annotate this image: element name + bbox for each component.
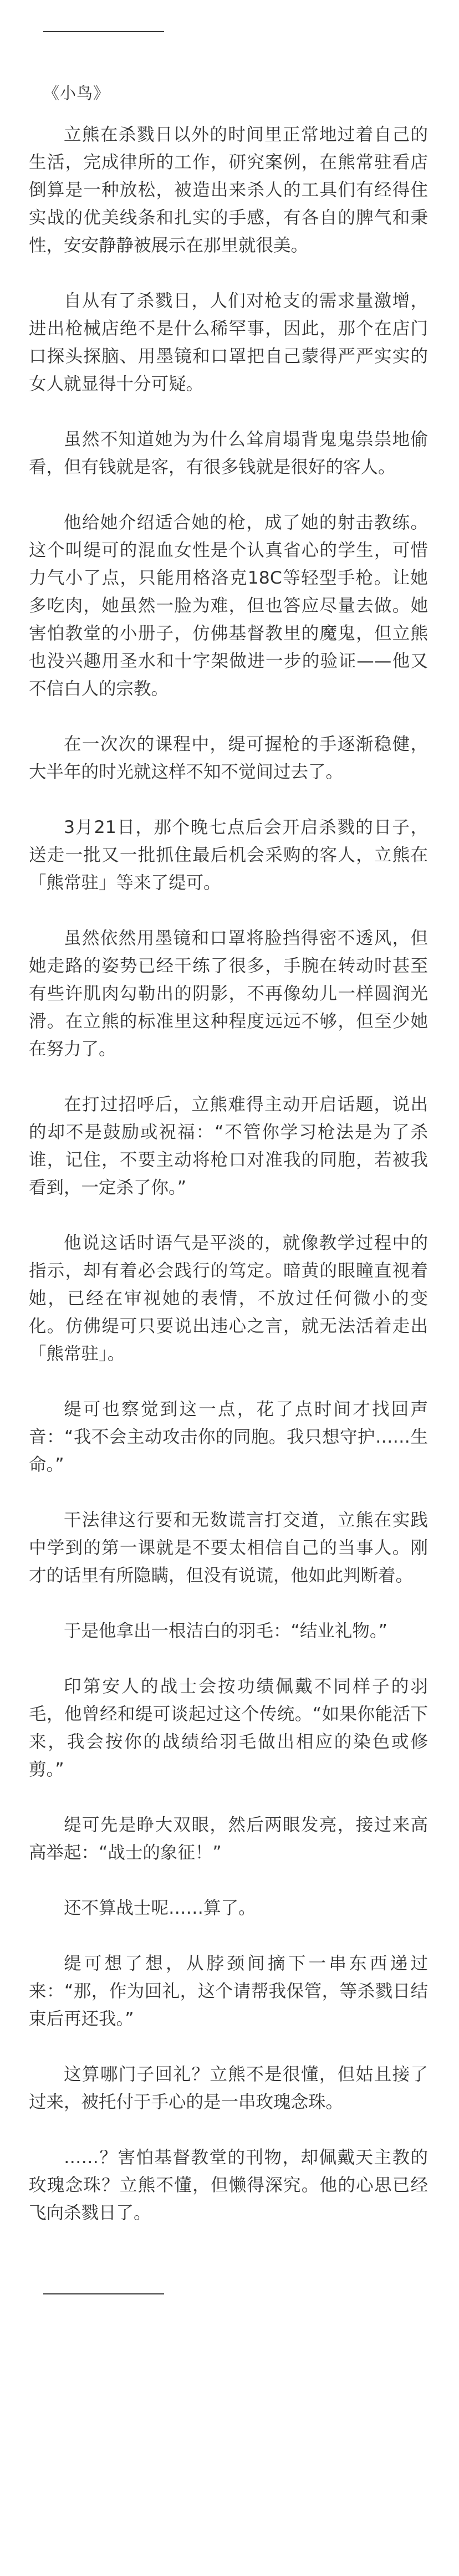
paragraph-9: 他说这话时语气是平淡的，就像教学过程中的指示，却有着必会践行的笃定。暗黄的眼瞳直视着她，已经在审视她的表情，不放过任何微小的变化。仿佛缇可只要说出违心之言，就无法活着走出「熊常驻」。 [29, 1233, 428, 1364]
paragraph-15: 还不算战士呢……算了。 [64, 1898, 256, 1918]
paragraph-7: 虽然依然用墨镜和口罩将脸挡得密不透风，但她走路的姿势已经干练了很多，手腕在转动时甚至有些许肌肉勾勒出的阴影，不再像幼儿一样圆润光滑。在立熊的标准里这种程度远远不够，但至少她在努力了。 [29, 928, 428, 1059]
top-divider [43, 31, 164, 32]
paragraph-14: 缇可先是睁大双眼，然后两眼发亮，接过来高高举起：“战士的象征！” [29, 1815, 428, 1863]
paragraph-2: 自从有了杀戮日，人们对枪支的需求量激增，进出枪械店绝不是什么稀罕事，因此，那个在店门口探头探脑、用墨镜和口罩把自己蒙得严严实实的女人就显得十分可疑。 [29, 291, 428, 394]
paragraph-10: 缇可也察觉到这一点，花了点时间才找回声音：“我不会主动攻击你的同胞。我只想守护……生命。” [29, 1399, 428, 1475]
paragraph-4: 他给她介绍适合她的枪，成了她的射击教练。这个叫缇可的混血女性是个认真省心的学生，可惜力气小了点，只能用格洛克18C等轻型手枪。让她多吃肉，她虽然一脸为难，但也答应尽量去做。她害怕教堂的小册子，仿佛基督教里的魔鬼，但立熊也没兴趣用圣水和十字架做进一步的验证——他又不信白人的宗教。 [29, 513, 428, 699]
article-body [29, 121, 428, 2227]
paragraph-13: 印第安人的战士会按功绩佩戴不同样子的羽毛，他曾经和缇可谈起过这个传统。“如果你能活下来，我会按你的战绩给羽毛做出相应的染色或修剪。” [29, 1677, 428, 1780]
paragraph-11: 干法律这行要和无数谎言打交道，立熊在实践中学到的第一课就是不要太相信自己的当事人。刚才的话里有所隐瞒，但没有说谎，他如此判断着。 [29, 1510, 428, 1586]
bottom-divider [43, 2293, 164, 2294]
paragraph-6: 3月21日，那个晚七点后会开启杀戮的日子，送走一批又一批抓住最后机会采购的客人，立熊在「熊常驻」等来了缇可。 [29, 817, 428, 893]
article-title: 《小鸟》 [43, 84, 110, 103]
paragraph-17: 这算哪门子回礼？立熊不是很懂，但姑且接了过来，被托付于手心的是一串玫瑰念珠。 [29, 2064, 428, 2112]
paragraph-1: 立熊在杀戮日以外的时间里正常地过着自己的生活，完成律所的工作，研究案例，在熊常驻看店倒算是一种放松，被造出来杀人的工具们有经得住实战的优美线条和扎实的手感，有各自的脾气和秉性，安安静静被展示在那里就很美。 [29, 125, 428, 255]
paragraph-8: 在打过招呼后，立熊难得主动开启话题，说出的却不是鼓励或祝福：“不管你学习枪法是为了杀谁，记住，不要主动将枪口对准我的同胞，若被我看到，一定杀了你。” [29, 1095, 428, 1198]
paragraph-16: 缇可想了想，从脖颈间摘下一串东西递过来：“那，作为回礼，这个请帮我保管，等杀戮日结束后再还我。” [29, 1954, 428, 2029]
paragraph-5: 在一次次的课程中，缇可握枪的手逐渐稳健，大半年的时光就这样不知不觉间过去了。 [29, 734, 428, 782]
paragraph-18: ……？害怕基督教堂的刊物，却佩戴天主教的玫瑰念珠？立熊不懂，但懒得深究。他的心思已经飞向杀戮日了。 [29, 2148, 428, 2223]
paragraph-12: 于是他拿出一根洁白的羽毛：“结业礼物。” [64, 1621, 387, 1641]
paragraph-3: 虽然不知道她为为什么耸肩塌背鬼鬼祟祟地偷看，但有钱就是客，有很多钱就是很好的客人。 [29, 430, 428, 477]
